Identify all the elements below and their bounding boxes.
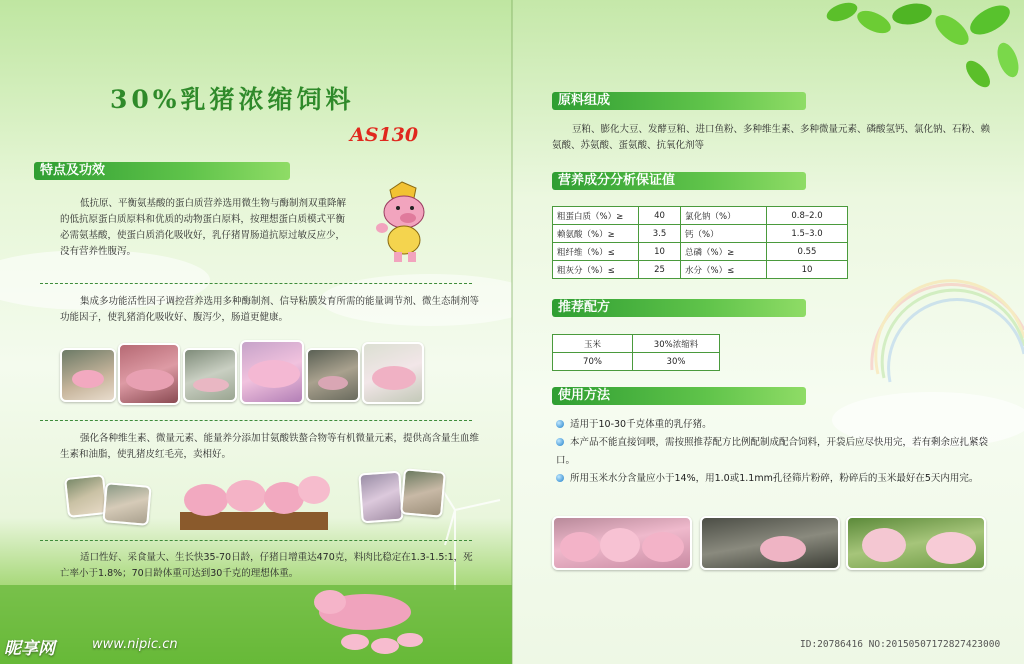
analysis-cell: 1.5–3.0: [767, 225, 848, 243]
formula-cell: 70%: [553, 353, 633, 371]
analysis-row: [553, 243, 848, 261]
formula-heading: 推荐配方: [552, 299, 806, 317]
divider-2: [40, 420, 472, 421]
piglets-photo-6: [362, 342, 424, 404]
bottom-photo-3: [846, 516, 986, 570]
analysis-row: [553, 225, 848, 243]
features-paragraph-4: 适口性好、采食量大、生长快35-70日龄，仔猪日增重达470克，料肉比稳定在1.3-1.5:1，死亡率小于1.8%；70日龄体重可达到30千克的理想体重。: [60, 552, 473, 579]
features-heading: 特点及功效: [34, 162, 290, 180]
farm-photo-4: [400, 468, 446, 517]
analysis-cell: 10: [767, 261, 848, 279]
usage-item: [556, 470, 996, 488]
usage-item: [556, 416, 996, 434]
divider-3: [40, 540, 472, 541]
rainbow-decoration: [872, 281, 1024, 382]
analysis-cell: 40: [639, 207, 681, 225]
farm-photo-3: [358, 471, 403, 524]
usage-item: [556, 434, 996, 470]
analysis-cell: 粗纤维（%）≤: [553, 243, 639, 261]
analysis-heading: 营养成分分析保证值: [552, 172, 806, 190]
watermark-id: ID:20786416 NO:20150507172827423000: [800, 639, 1001, 650]
analysis-table: [552, 206, 848, 279]
usage-item-text: 所用玉米水分含量应小于14%，用1.0或1.1mm孔径筛片粉碎，粉碎后的玉米最好在5天内用完。: [570, 473, 979, 484]
watermark-url: www.nipic.cn: [92, 637, 178, 652]
divider-1: [40, 283, 472, 284]
analysis-cell: 赖氨酸（%）≥: [553, 225, 639, 243]
formula-cell: 30%浓缩料: [633, 335, 720, 353]
analysis-cell: 水分（%）≤: [681, 261, 767, 279]
bottom-photo-1: [552, 516, 692, 570]
ingredients-text: 豆粕、膨化大豆、发酵豆粕、进口鱼粉、多种维生素、多种微量元素、磷酸氢钙、氯化钠、石粉、赖氨酸、苏氨酸、蛋氨酸、抗氧化剂等: [552, 124, 991, 151]
piglets-photo-4: [240, 340, 304, 404]
analysis-cell: 粗蛋白质（%）≥: [553, 207, 639, 225]
piglets-group-illustration: [176, 470, 332, 532]
piglets-photo-2: [118, 343, 180, 405]
formula-cell: 玉米: [553, 335, 633, 353]
analysis-cell: 钙（%）: [681, 225, 767, 243]
watermark-logo: 昵享网: [4, 639, 55, 659]
usage-heading: 使用方法: [552, 387, 806, 405]
analysis-cell: 3.5: [639, 225, 681, 243]
bottom-photo-2: [700, 516, 840, 570]
formula-row: [553, 353, 720, 371]
page-fold: [511, 0, 513, 664]
farm-photo-2: [102, 482, 151, 526]
usage-item-text: 适用于10-30千克体重的乳仔猪。: [570, 419, 712, 430]
analysis-cell: 总磷（%）≥: [681, 243, 767, 261]
piglets-photo-5: [306, 348, 360, 402]
analysis-cell: 粗灰分（%）≤: [553, 261, 639, 279]
analysis-cell: 0.8–2.0: [767, 207, 848, 225]
mascot-pig-icon: [368, 178, 442, 264]
bullet-icon: [556, 438, 564, 446]
formula-cell: 30%: [633, 353, 720, 371]
piglets-photo-1: [60, 348, 116, 402]
leaves-decoration: [824, 0, 1022, 91]
features-paragraph-1: 低抗原、平衡氨基酸的蛋白质营养选用微生物与酶制剂双重降解的低抗原蛋白质原料和优质的动物蛋白原料，按理想蛋白质模式平衡必需氨基酸，使蛋白质消化吸收好，乳仔猪胃肠道抗原过敏反应少，没有营养性腹泻。: [60, 198, 347, 257]
piglets-photo-3: [183, 348, 237, 402]
analysis-cell: 0.55: [767, 243, 848, 261]
features-paragraph-3: 强化各种维生素、微量元素、能量养分添加甘氨酸铁螯合物等有机微量元素，提供高含量生血维生素和油脂，使乳猪皮红毛亮，卖相好。: [60, 433, 480, 460]
analysis-row: [553, 261, 848, 279]
ingredients-heading: 原料组成: [552, 92, 806, 110]
usage-item-text: 本产品不能直接饲喂，需按照推荐配方比例配制成配合饲料，开袋后应尽快用完，若有剩余应扎紧袋口。: [556, 437, 989, 466]
product-title: 30%乳猪浓缩饲料: [110, 85, 355, 114]
right-page: [512, 0, 1024, 664]
model-number: AS130: [350, 124, 419, 146]
bullet-icon: [556, 474, 564, 482]
bullet-icon: [556, 420, 564, 428]
analysis-row: [553, 207, 848, 225]
analysis-cell: 10: [639, 243, 681, 261]
features-paragraph-2: 集成多功能活性因子调控营养选用多种酶制剂、信导粘膜发育所需的能量调节剂、微生态制剂等功能因子，使乳猪消化吸收好、腹泻少，肠道更健康。: [60, 296, 480, 323]
analysis-cell: 氯化钠（%）: [681, 207, 767, 225]
formula-table: [552, 334, 720, 371]
analysis-cell: 25: [639, 261, 681, 279]
formula-row: [553, 335, 720, 353]
farm-photo-1: [64, 474, 108, 518]
